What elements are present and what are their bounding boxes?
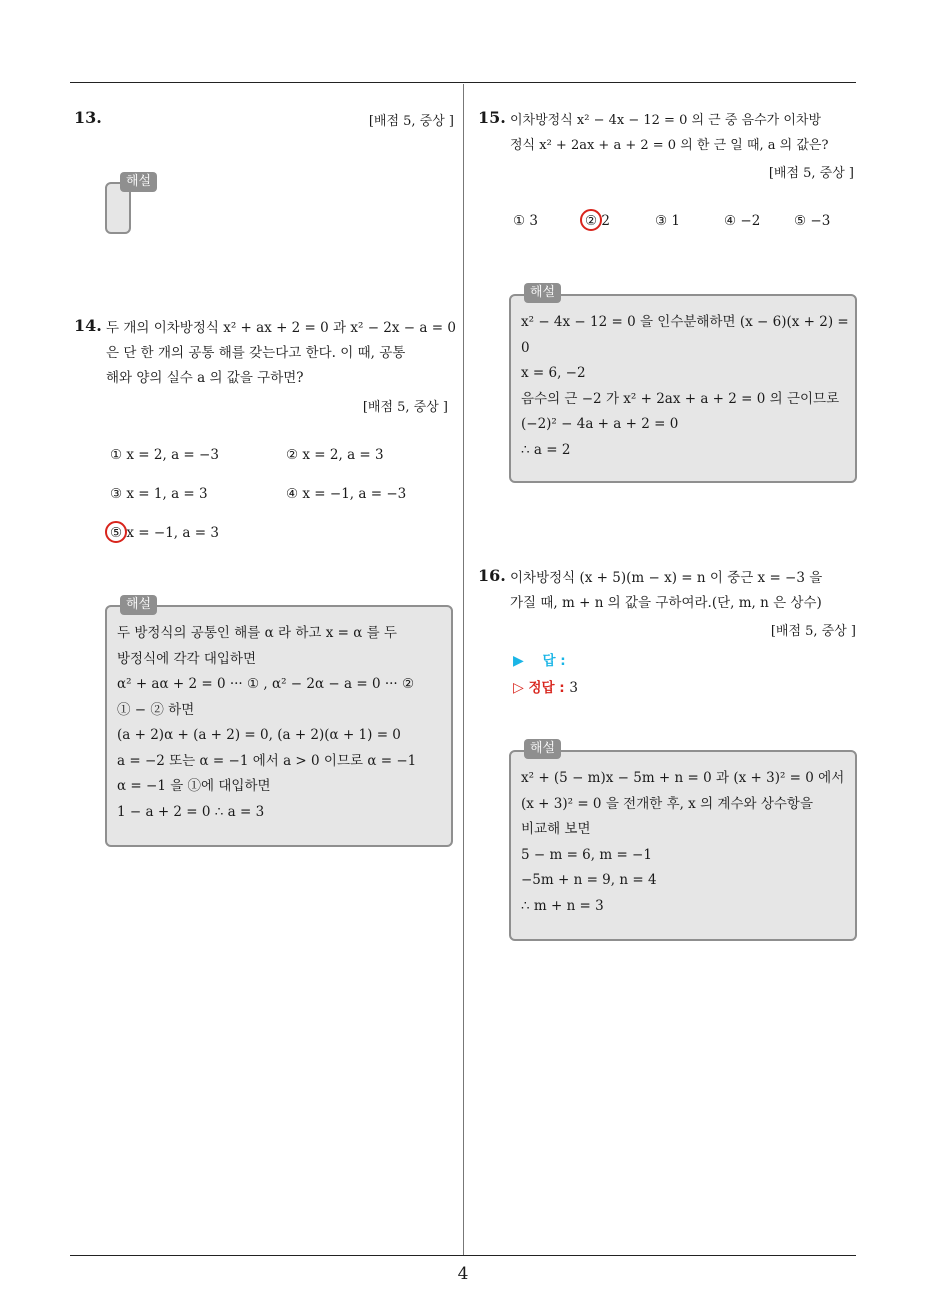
- correct-answer-line: [513, 676, 578, 696]
- solution-15-box: [509, 294, 857, 483]
- solution-line: x = 6, −2: [521, 365, 586, 381]
- solution-line: x² + (5 − m)x − 5m + n = 0 과 (x + 3)² = 0 에서: [521, 770, 845, 786]
- solution-line: −5m + n = 9, n = 4: [521, 872, 657, 888]
- solution-line: (a + 2)α + (a + 2) = 0, (a + 2)(α + 1) = 0: [117, 727, 401, 743]
- question-line: 이차방정식 x² − 4x − 12 = 0 의 근 중 음수가 이차방: [510, 113, 822, 128]
- selected-answer-circle: [105, 521, 127, 543]
- question-text: [510, 566, 860, 616]
- solution-label: 해설: [524, 283, 561, 303]
- solution-label: 해설: [120, 595, 157, 615]
- solution-16-box: [509, 750, 857, 941]
- choice-5[interactable]: ⑤ −3: [794, 213, 831, 229]
- question-number: 14.: [74, 316, 102, 335]
- question-line: 이차방정식 (x + 5)(m − x) = n 이 중근 x = −3 을: [510, 570, 823, 586]
- question-meta: [배점 5, 중상 ]: [770, 624, 856, 639]
- choice-3[interactable]: ③ x = 1, a = 3: [110, 486, 208, 502]
- question-number: 13.: [74, 108, 102, 127]
- page-number: 4: [457, 1264, 469, 1284]
- top-rule: [70, 82, 856, 83]
- answer-line: [513, 649, 566, 669]
- question-line: 두 개의 이차방정식 x² + ax + 2 = 0 과 x² − 2x − a = 0: [106, 320, 456, 336]
- correct-label: 정답 :: [528, 680, 565, 696]
- solution-line: ∴ a = 2: [521, 441, 571, 458]
- solution-line: ① − ② 하면: [117, 701, 195, 718]
- question-meta: [배점 5, 중상 ]: [368, 114, 454, 129]
- solution-line: (−2)² − 4a + a + 2 = 0: [521, 416, 679, 432]
- choice-4[interactable]: ④ x = −1, a = −3: [286, 486, 407, 502]
- solution-line: 두 방정식의 공통인 해를 α 라 하고 x = α 를 두: [117, 625, 397, 641]
- solution-line: α = −1 을 ①에 대입하면: [117, 778, 271, 794]
- solution-label: 해설: [524, 739, 561, 759]
- solution-14-box: [105, 605, 453, 847]
- solution-line: 비교해 보면: [521, 821, 591, 837]
- question-line: 해와 양의 실수 a 의 값을 구하면?: [106, 370, 304, 386]
- selected-answer-circle: [580, 209, 602, 231]
- solution-line: α² + aα + 2 = 0 ··· ① , α² − 2α − a = 0 ··· ②: [117, 676, 415, 692]
- solution-line: (x + 3)² = 0 을 전개한 후, x 의 계수와 상수항을: [521, 795, 814, 812]
- correct-arrow-icon: ▷: [513, 680, 524, 696]
- solution-label: 해설: [120, 172, 157, 192]
- answer-label: 답 :: [542, 653, 566, 669]
- solution-line: ∴ m + n = 3: [521, 897, 604, 914]
- choice-5[interactable]: ⑤ x = −1, a = 3: [110, 525, 219, 541]
- bottom-rule: [70, 1255, 856, 1256]
- solution-line: a = −2 또는 α = −1 에서 a > 0 이므로 α = −1: [117, 752, 417, 769]
- question-text: [106, 316, 456, 391]
- column-divider: [463, 84, 464, 1256]
- solution-line: 5 − m = 6, m = −1: [521, 846, 652, 863]
- question-text: [510, 108, 860, 158]
- question-meta: [배점 5, 중상 ]: [362, 400, 448, 415]
- question-number: 16.: [478, 566, 506, 585]
- question-meta: [배점 5, 중상 ]: [768, 166, 854, 181]
- correct-value: 3: [569, 680, 578, 696]
- choice-2[interactable]: ② 2: [585, 213, 610, 229]
- question-line: 은 단 한 개의 공통 해를 갖는다고 한다. 이 때, 공통: [106, 345, 406, 361]
- solution-line: 0: [521, 339, 530, 356]
- choice-4[interactable]: ④ −2: [724, 213, 761, 229]
- choice-2[interactable]: ② x = 2, a = 3: [286, 447, 384, 463]
- solution-line: x² − 4x − 12 = 0 을 인수분해하면 (x − 6)(x + 2) =: [521, 314, 849, 330]
- choice-1[interactable]: ① x = 2, a = −3: [110, 447, 219, 463]
- question-line: 정식 x² + 2ax + a + 2 = 0 의 한 근 일 때, a 의 값은?: [510, 138, 829, 153]
- solution-line: 음수의 근 −2 가 x² + 2ax + a + 2 = 0 의 근이므로: [521, 390, 840, 407]
- question-line: 가질 때, m + n 의 값을 구하여라.(단, m, n 은 상수): [510, 595, 822, 611]
- solution-line: 1 − a + 2 = 0 ∴ a = 3: [117, 803, 265, 820]
- question-number: 15.: [478, 108, 506, 127]
- answer-arrow-icon: ▶: [513, 653, 524, 669]
- choice-1[interactable]: ① 3: [513, 213, 538, 229]
- solution-line: 방정식에 각각 대입하면: [117, 650, 256, 667]
- choice-3[interactable]: ③ 1: [655, 213, 680, 229]
